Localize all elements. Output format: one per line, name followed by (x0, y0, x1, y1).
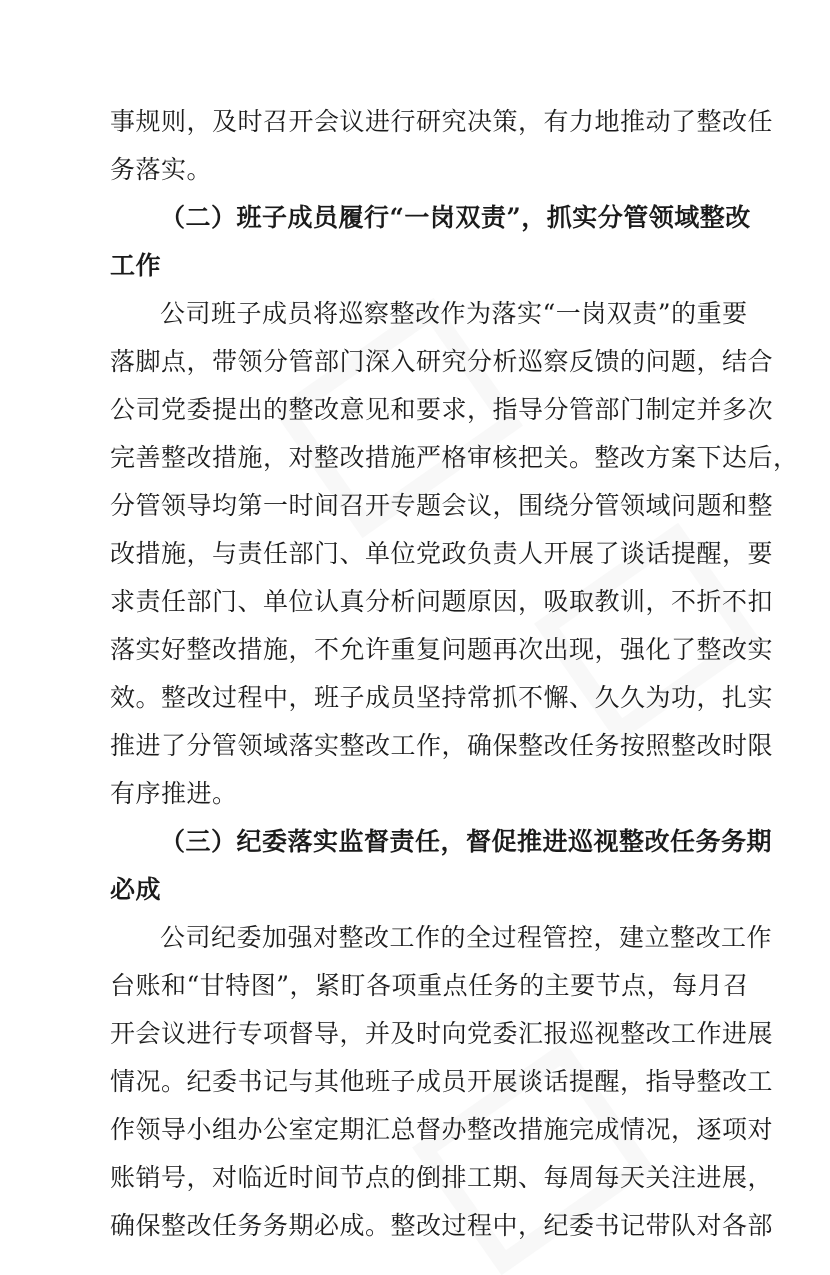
heading-line: 必成 (110, 875, 162, 904)
text-line: 作领导小组办公室定期汇总督办整改措施完成情况，逐项对 (110, 1115, 774, 1144)
text-line: 改措施，与责任部门、单位党政负责人开展了谈话提醒，要 (110, 539, 774, 568)
document-body (110, 98, 799, 1250)
text-line: 台账和“甘特图”，紧盯各项重点任务的主要节点，每月召 (110, 971, 749, 1000)
text-line: 公司纪委加强对整改工作的全过程管控，建立整改工作 (160, 923, 773, 952)
text-line: 开会议进行专项督导，并及时向党委汇报巡视整改工作进展 (110, 1019, 774, 1048)
text-line: 事规则，及时召开会议进行研究决策，有力地推动了整改任 (110, 107, 774, 136)
text-line: 情况。纪委书记与其他班子成员开展谈话提醒，指导整改工 (110, 1067, 774, 1096)
text-line: 效。整改过程中，班子成员坚持常抓不懈、久久为功，扎实 (110, 683, 774, 712)
text-line: 推进了分管领域落实整改工作，确保整改任务按照整改时限 (110, 731, 774, 760)
text-line: 确保整改任务务期必成。整改过程中，纪委书记带队对各部 (110, 1211, 774, 1240)
text-line: 完善整改措施，对整改措施严格审核把关。整改方案下达后， (110, 443, 799, 472)
text-line: 落脚点，带领分管部门深入研究分析巡察反馈的问题，结合 (110, 347, 774, 376)
paragraph-continuation (110, 98, 774, 194)
text-line: 务落实。 (110, 155, 213, 184)
text-line: 落实好整改措施，不允许重复问题再次出现，强化了整改实 (110, 635, 774, 664)
text-line: 公司班子成员将巡察整改作为落实“一岗双责”的重要 (160, 299, 748, 328)
section-heading-3 (110, 818, 773, 914)
section-heading-2 (110, 194, 751, 290)
text-line: 账销号，对临近时间节点的倒排工期、每周每天关注进展， (110, 1163, 774, 1192)
text-line: 分管领导均第一时间召开专题会议，围绕分管领域问题和整 (110, 491, 774, 520)
text-line: 求责任部门、单位认真分析问题原因，吸取教训，不折不扣 (110, 587, 774, 616)
text-line: 公司党委提出的整改意见和要求，指导分管部门制定并多次 (110, 395, 774, 424)
heading-line: 工作 (110, 251, 162, 280)
text-line: 有序推进。 (110, 779, 238, 808)
heading-line: （二）班子成员履行“一岗双责”，抓实分管领域整改 (160, 203, 751, 232)
heading-line: （三）纪委落实监督责任，督促推进巡视整改任务务期 (160, 827, 773, 856)
paragraph-section-3 (110, 914, 774, 1250)
paragraph-section-2 (110, 290, 799, 818)
